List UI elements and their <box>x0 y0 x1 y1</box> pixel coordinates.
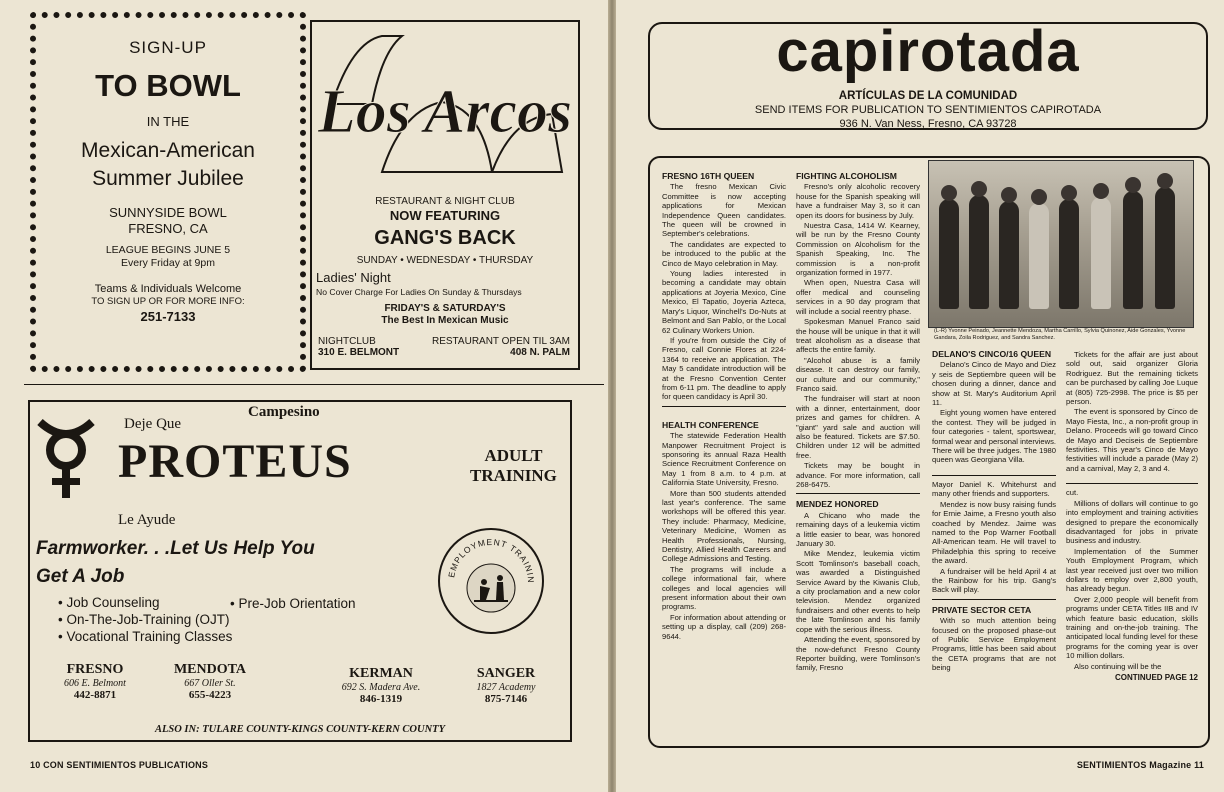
office-addr: 1827 Academy <box>476 682 536 693</box>
masthead-sub2: SEND ITEMS FOR PUBLICATION TO SENTIMIENTOS CAPIROTADA <box>754 104 1102 116</box>
los-arcos-logo-text: Los Arcos <box>317 78 573 146</box>
arcos-ladies: Ladies' Night <box>316 270 391 285</box>
farmworkers-icon <box>440 530 542 632</box>
office-city: MENDOTA <box>173 662 247 677</box>
page-gutter <box>608 0 616 792</box>
headline: DELANO'S CINCO/16 QUEEN <box>932 350 1052 359</box>
news-column-4: Tickets for the affair are just about sold out, said organizer Gloria Rodriguez. But the remaining tickets can be purchased by calling Joe Luque at (805) 725-2998. The price is $5 per person. The event is sponsored by Cinco de Mayo Fiesta, Inc., a non-profit group in Delano. Proceeds will go toward Cinco de Mayo and Deciseis de Septiembre festivities. This year's Cinco de Mayo festivities will include a parade (May 2) and a carnival, May 2, 3 and 4. cut. Millions of dollars will continue to go into employment and training activities designed to prepare the economically disadvantaged for jobs in private business and industry. Implementation of the Summer Youth Employment Program, which last year received just over two million dollars to employ over 2,800 youth, has already begun. Over 2,000 people will benefit from programs under CETA Titles IIB and IV which feature basic education, skills training and on-the-job training. The anticipated local funding level for these programs for the coming year is over 10 million dollars. Also continuing will be the CONTINUED PAGE 12 <box>1066 350 1198 682</box>
masthead-address: 936 N. Van Ness, Fresno, CA 93728 <box>839 118 1017 130</box>
column-rule <box>932 599 1056 600</box>
los-arcos-ad <box>310 20 580 370</box>
news-column-3: DELANO'S CINCO/16 QUEEN Delano's Cinco de Mayo and Diez y seis de Septiembre queen will be chosen during a dinner, dance and show at St. Mary's Auditorium April 11. Eight young women have entered the contest. They will be judged in four categories - talent, sportswear, formal wear and personal interviews. There will be three judges. The 1980 queen was Georgiana Villa. Mayor Daniel K. Whitehurst and many other friends and supporters. Mendez is now busy raising funds for Ernie Jaime, a Fresno youth also coached by Mendez. Jaime was named to the Pop Warner Football All-American team. He will travel to Philadelphia this spring to receive the award. A fundraiser will be held April 4 at the Rainbow for his trip. Gang's Back will play. PRIVATE SECTOR CETA With so much attention being focused on the proposed phase-out of Public Service Employment Programs, little has been said about the CETA programs that are not being <box>932 350 1056 673</box>
arcos-rest-addr: 408 N. PALM <box>510 347 570 358</box>
bowl-city: FRESNO, CA <box>128 221 208 236</box>
proteus-le-ayude: Le Ayude <box>118 512 176 528</box>
office-city: FRESNO <box>66 662 124 677</box>
office-city: KERMAN <box>349 666 413 681</box>
headline: FIGHTING ALCOHOLISM <box>796 172 897 181</box>
arcos-music: The Best In Mexican Music <box>381 315 509 326</box>
arcos-club-addr: 310 E. BELMONT <box>318 347 400 358</box>
proteus-symbol-icon <box>34 416 98 502</box>
bowl-ad <box>30 12 306 372</box>
proteus-adult: ADULT <box>484 446 543 465</box>
headline: HEALTH CONFERENCE <box>662 419 759 430</box>
bullet-icon: • <box>58 629 67 644</box>
arcos-fri-sat: FRIDAY'S & SATURDAY'S <box>384 303 506 314</box>
news-column-1: FRESNO 16TH QUEEN The fresno Mexican Civic Committee is now accepting applications for Mexican Independence Queen candidates. The queen will be crowned in September's celebrations. The candidates are expected to be introduced to the public at the Cinco de Mayo celebration in May. Young ladies interested in becoming a candidate may obtain applications at Joyeria Mexico, Cine Mexico, El Tapatio, Joyeria Azteca, Mary's Liquor, Winchell's Do-Nuts at Belmont and San Pablo, or the Local 62 Culinary Workers Union. If you're from outside the City of Fresno, call Connie Flores at 224-1364 to receive an application. The May 5 candidate introduction will be at the Fresno Convention Center from 6-11 pm. The deadline to apply for queen candidacy is April 30. HEALTH CONFERENCE The statewide Federation Health Manpower Recruitment Project is sponsoring its annual Raza Health Science Recruitment Conference on May 1 from 8 a.m. to 4 p.m. at California State University, Fresno. More than 500 students attended last year's conference. The same workshops will be offered this year. They include: Pharmacy, Medicine, Veterinary Medicine, Women as Health Professionals, Nursing, Dentistry, Allied Health Careers and College Admissions and Testing. The programs will include a college informational fair, where colleges and local agencies will present information about their own programs. For information about attending or setting up a display, call (209) 268-9644. <box>662 172 786 641</box>
arcos-featuring: NOW FEATURING <box>389 208 501 223</box>
office-phone: 875-7146 <box>484 693 528 705</box>
arcos-days: SUNDAY • WEDNESDAY • THURSDAY <box>356 255 534 266</box>
arcos-type: RESTAURANT & NIGHT CLUB <box>375 196 515 207</box>
bowl-headline: TO BOWL <box>95 68 241 103</box>
bowl-venue: SUNNYSIDE BOWL <box>109 205 227 220</box>
employment-training-seal <box>438 528 544 634</box>
bowl-teams: Teams & Individuals Welcome <box>94 283 242 295</box>
queen-candidates-photo <box>928 160 1194 328</box>
bullet-icon: • <box>230 596 239 611</box>
masthead-title: capirotada <box>776 19 1080 84</box>
svg-text:EMPLOYMENT TRAINING: EMPLOYMENT TRAININ <box>446 536 537 584</box>
office-fresno <box>60 662 130 701</box>
headline: PRIVATE SECTOR CETA <box>932 604 1032 615</box>
proteus-deje-que: Deje Que <box>124 416 182 432</box>
proteus-name: PROTEUS <box>118 435 352 488</box>
office-addr: 692 S. Madera Ave. <box>341 682 421 693</box>
service-item: • Job Counseling <box>58 595 160 610</box>
bowl-signup: SIGN-UP <box>129 38 207 57</box>
bowl-in-the: IN THE <box>146 114 190 129</box>
proteus-also-in: ALSO IN: TULARE COUNTY-KINGS COUNTY-KERN COUNTY <box>154 724 446 735</box>
news-column-2: FIGHTING ALCOHOLISM Fresno's only alcoholic recovery house for the Spanish speaking will have a fundraiser May 3, so it can open its doors for business by July. Nuestra Casa, 1414 W. Kearney, will be run by the Fresno County Commission on Alcoholism for the Spanish Speaking, Inc. The commission is a non-profit organization formed in 1977. When open, Nuestra Casa will offer medical and counseling services in a 90 day program that will include a social reentry phase. Spokesman Manuel Franco said the house will be unique in that it will treat alcoholism as a disease that affects the entire family. "Alcohol abuse is a family disease. It can destroy our family, our culture and our community," Franco said. The fundraiser will start at noon with a dinner, entertainment, door prizes and games for children. A "giant" yard sale and auction will also be featured. Tickets are $7.50. Children under 12 will be admitted free. Tickets may be bought in advance. For more information, call 268-6475. MENDEZ HONORED A Chicano who made the remaining days of a leukemia victim a little easier to bear, was honored January 30. Mike Mendez, leukemia victim Scott Tomlinson's baseball coach, was awarded a Distinguished Service Award by the Kiwanis Club, a city proclamation and a new color television. Mendez organized fundraisers and other events to help the late Tomlinson and his family cope with the serious illness. Attending the event, sponsored by the now-defunct Fresno County Reporter building, were Tomlinson's family, Fresno <box>796 172 920 673</box>
continued-note: CONTINUED PAGE 12 <box>1115 673 1198 682</box>
bowl-league: LEAGUE BEGINS JUNE 5 <box>105 244 231 256</box>
office-sanger <box>466 666 546 705</box>
column-rule <box>932 475 1056 476</box>
arcos-rest-label: RESTAURANT OPEN TIL 3AM <box>432 336 570 347</box>
capirotada-masthead <box>648 19 1208 130</box>
arcos-band: GANG'S BACK <box>374 227 516 249</box>
photo-caption: (L-R) Yvonne Peinado, Jeannette Mendoza, Martha Carrillo, Sylvia Quinonez, Aide Gonzales, Yvonne Gandara, Zoila Rodriguez, and Sandra Sanchez. <box>934 328 1186 341</box>
proteus-training: TRAINING <box>470 466 557 485</box>
proteus-ad <box>28 400 572 742</box>
service-item: • Vocational Training Classes <box>58 629 233 644</box>
office-mendota <box>170 662 250 701</box>
arcos-club-label: NIGHTCLUB <box>318 336 376 347</box>
bullet-icon: • <box>58 612 67 627</box>
bowl-schedule: Every Friday at 9pm <box>121 257 215 269</box>
office-addr: 606 E. Belmont <box>64 678 126 689</box>
column-rule <box>796 493 920 494</box>
bowl-phone: 251-7133 <box>140 309 196 324</box>
proteus-tagline2: Get A Job <box>36 566 125 587</box>
los-arcos-logo <box>312 22 578 192</box>
right-page <box>616 0 1224 792</box>
bowl-event-line2: Summer Jubilee <box>92 167 244 190</box>
service-item: • Pre-Job Orientation <box>230 596 356 611</box>
bowl-info: TO SIGN UP OR FOR MORE INFO: <box>91 296 245 307</box>
left-folio: 10 CON SENTIMIENTOS PUBLICATIONS <box>30 760 209 770</box>
office-phone: 442-8871 <box>73 689 117 701</box>
headline: FRESNO 16TH QUEEN <box>662 172 755 181</box>
masthead-sub1: ARTÍCULAS DE LA COMUNIDAD <box>838 90 1018 102</box>
office-phone: 655-4223 <box>188 689 232 701</box>
page-divider <box>24 384 604 385</box>
bowl-event-line1: Mexican-American <box>81 139 255 162</box>
office-addr: 667 Oller St. <box>184 678 236 689</box>
office-kerman <box>326 666 436 705</box>
service-item: • On-The-Job-Training (OJT) <box>58 612 230 627</box>
column-rule <box>662 406 786 407</box>
right-folio: SENTIMIENTOS Magazine 11 <box>1076 760 1204 770</box>
headline: MENDEZ HONORED <box>796 499 879 510</box>
column-rule <box>1066 483 1198 484</box>
left-page <box>0 0 608 792</box>
arcos-cover: No Cover Charge For Ladies On Sunday & Thursdays <box>316 287 522 297</box>
office-phone: 846-1319 <box>359 693 403 705</box>
bullet-icon: • <box>58 595 67 610</box>
office-city: SANGER <box>476 666 536 681</box>
news-box <box>648 156 1210 748</box>
proteus-tagline1: Farmworker. . .Let Us Help You <box>36 538 315 559</box>
proteus-campesino: Campesino <box>248 404 320 420</box>
